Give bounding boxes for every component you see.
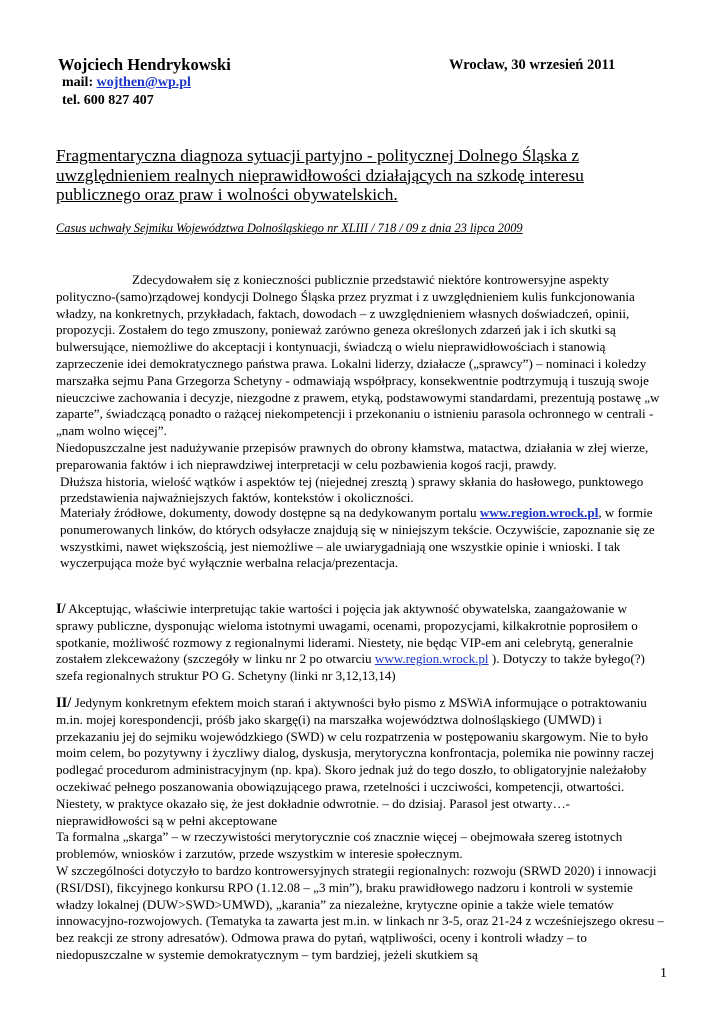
section-1-number: I/: [56, 601, 66, 617]
section-2-paragraph-3: W szczególności dotyczyło to bardzo kontrowersyjnych strategii regionalnych: rozwoju (SRWD 2020) i innowacji (RSI/DSI), fikcyjnego konkursu RPO (1.12.08 – „3 min”), braku prawidłowego nadzoru i kontroli w systemie władzy lokalnej (DUW>SWD>UMWD), „karania” za niezależne, krytyczne opinie a także wiele tematów innowacyjno-rozwojowych. (Tematyka ta zawarta jest m.in. w linkach nr 3-5, oraz 21-24 z wcześniejszego okresu – bez reakcji ze strony adresatów). Odmowa prawa do pytań, wątpliwości, oceny i kontroli władzy – to niedopuszczalne w systemie demokratycznym – tym bardziej, jeżeli skutkiem są: [56, 862, 665, 962]
intro-paragraph-3: Dłuższa historia, wielość wątków i aspektów tej (niejednej zresztą ) sprawy skłania do hasłowego, punktowego przedstawienia najważniejszych faktów, kontekstów i okoliczności.: [60, 473, 644, 506]
email-label: mail:: [62, 75, 97, 90]
materials-text-after: , w formie ponumerowanych linków, do których odsyłacze znajdują się w niniejszym tekście. Oczywiście, zapoznanie się ze wszystkimi, nawet większością, jest niemożliwe – ale uwiarygadniają one wszystkie opinie i wnioski. I tak wyczerpująca może być wyłącznie werbalna relacja/prezentacja.: [60, 505, 655, 571]
section-1-text-before: Akceptując, właściwie interpretując takie wartości i pojęcia jak aktywność obywatelska, zaangażowanie w sprawy publiczne, dysponując wieloma istotnymi uwagami, ocenami, propozycjami, kilkakrotnie poprosiłem o spotkanie, możliwość rozmowy z regionalnymi liderami. Niestety, nie będąc VIP-em ani celebrytą, generalnie zostałem zlekceważony (szczegóły w linku nr 2 po otwarciu: [56, 601, 638, 667]
section-1-portal-link[interactable]: www.region.wrock.pl: [374, 651, 489, 667]
contact-phone: tel. 600 827 407: [62, 93, 154, 108]
contact-email: [62, 75, 191, 91]
intro-paragraph: Zdecydowałem się z konieczności publicznie przedstawić niektóre kontrowersyjne aspekty polityczno-(samo)rządowej kondycji Dolnego Śląska przez pryzmat i z uwzględnieniem kulis funkcjonowania władzy, na konkretnych, przykładach, faktach, dowodach – z uwzględnieniem własnych doświadczeń, opinii, propozycji. Zostałem do tego zmuszony, ponieważ zarówno geneza określonych zdarzeń jak i ich skutki są bulwersujące, niemożliwe do akceptacji i kontynuacji, świadczą o wielu nieprawidłowościach i stanowią zaprzeczenie idei demokratycznego państwa prawa. Lokalni liderzy, działacze („sprawcy”) – nominaci i koledzy marszałka sejmu Pana Grzegorza Schetyny - odmawiają współpracy, konsekwentnie podtrzymują i tuszują swoje nieuczciwe zachowania i decyzje, niezgodne z prawem, etyką, podstawowymi standardami, prezentują postawę „w zaparte”, świadczącą ponadto o rażącej niekompetencji i przekonaniu o istnieniu parasola ochronnego w centrali - „nam wolno więcej”.: [56, 272, 660, 439]
materials-paragraph: [56, 505, 666, 572]
portal-link[interactable]: www.region.wrock.pl: [479, 505, 599, 520]
section-1: [56, 601, 666, 685]
section-1-text-after: ). Dotyczy to także byłego(?) szefa regionalnych struktur PO G. Schetyny (linki nr 3,12,13,14): [56, 651, 645, 684]
intro-section: [56, 272, 666, 507]
section-2: [56, 695, 666, 964]
section-2-paragraph-1: Jedynym konkretnym efektem moich starań i aktywności było pismo z MSWiA informujące o potraktowaniu m.in. mojej korespondencji, próśb jako skargę(i) na marszałka województwa dolnośląskiego (UMWD) i przekazaniu jej do sejmiku wojewódzkiego (SWD) w celu rozpatrzenia w postępowaniu skargowym. Nie to było moim celem, bo pozytywny i życzliwy dialog, dyskusja, merytoryczna konfrontacja, polemika nie powinny raczej podlegać procedurom administracyjnym (np. kpa). Skoro jednak już do tego doszło, to obligatoryjnie należałoby oczekiwać pełnego poszanowania obowiązującego prawa, rzetelności i uczciwości, kompetencji, otwartości. Niestety, w praktyce okazało się, że jest dokładnie odwrotnie. – do dzisiaj. Parasol jest otwarty…- nieprawidłowości są w pełni akceptowane: [56, 695, 655, 828]
materials-text-before: Materiały źródłowe, dokumenty, dowody dostępne są na dedykowanym portalu: [60, 505, 480, 520]
author-name: Wojciech Hendrykowski: [58, 55, 231, 74]
section-2-number: II/: [56, 695, 72, 711]
section-2-paragraph-2: Ta formalna „skarga” – w rzeczywistości merytorycznie coś znacznie więcej – obejmowała szereg istotnych problemów, wniosków i zarzutów, przede wszystkim w interesie społecznym.: [56, 829, 623, 862]
page-number: 1: [660, 966, 667, 981]
document-title: Fragmentaryczna diagnoza sytuacji partyjno - politycznej Dolnego Śląska z uwzględnieniem realnych nieprawidłowości działających na szkodę interesu publicznego oraz praw i wolności obywatelskich.: [56, 146, 584, 204]
email-link[interactable]: wojthen@wp.pl: [96, 75, 191, 90]
intro-paragraph-2: Niedopuszczalne jest nadużywanie przepisów prawnych do obrony kłamstwa, matactwa, działania w złej wierze, preparowania faktów i ich nieprawdziwej interpretacji w celu pozbawienia kogoś racji, prawdy.: [56, 439, 649, 472]
document-date: Wrocław, 30 wrzesień 2011: [449, 57, 616, 73]
casus-subtitle: Casus uchwały Sejmiku Województwa Dolnośląskiego nr XLIII / 718 / 09 z dnia 23 lipca 2009: [56, 221, 523, 235]
